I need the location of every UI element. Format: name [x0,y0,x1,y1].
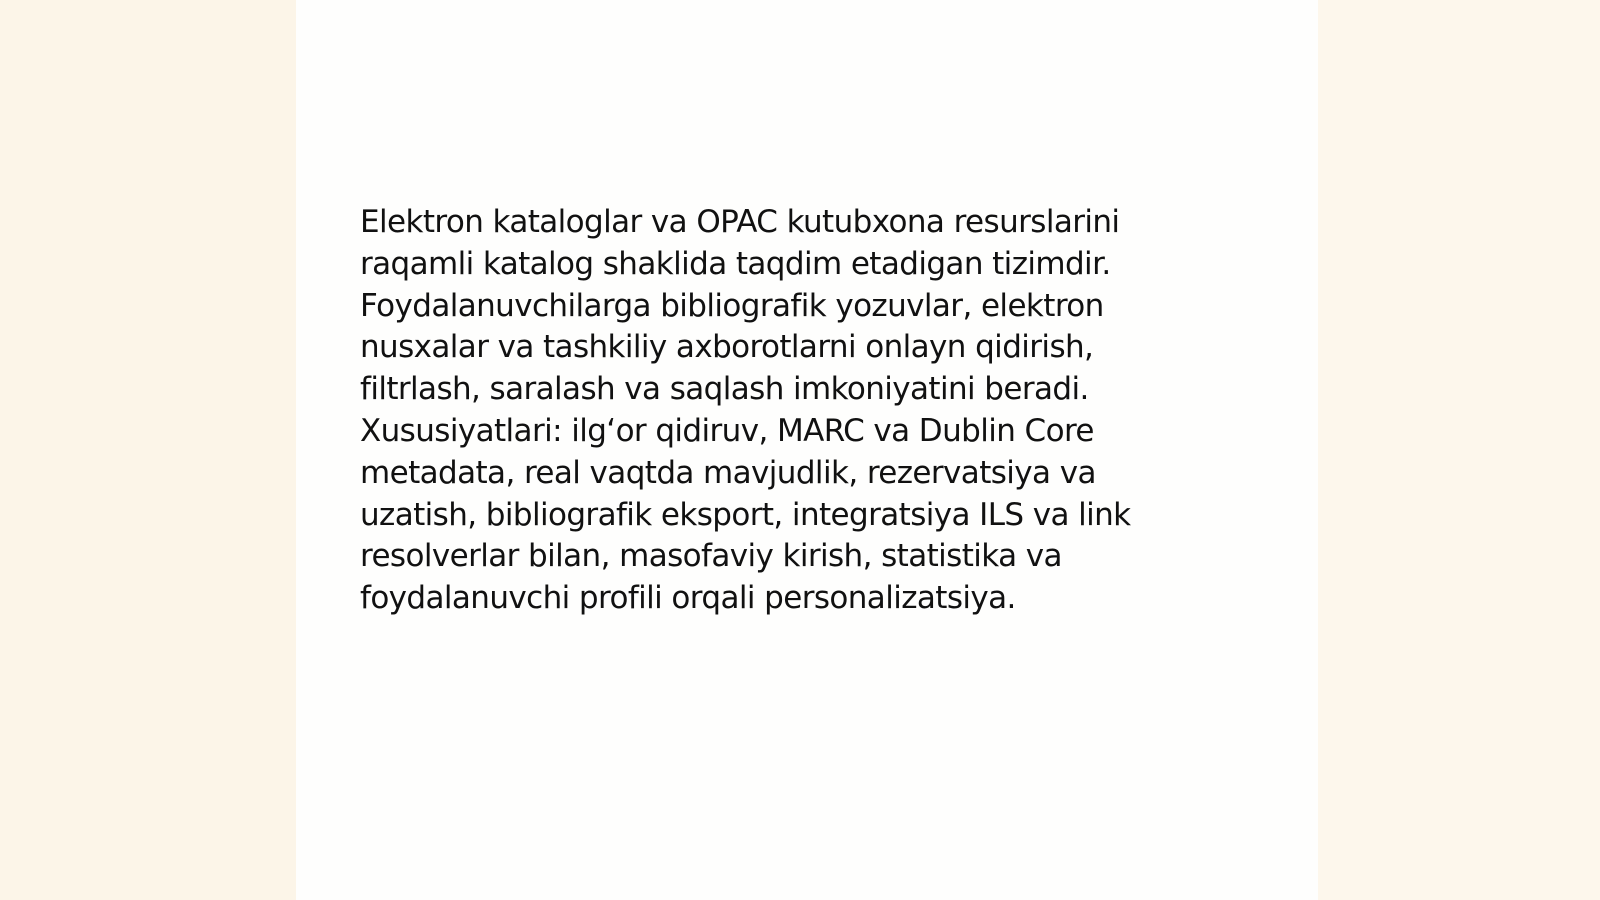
body-text-line: metadata, real vaqtda mavjudlik, rezervatsiya va [360,454,1096,491]
body-text-line: uzatish, bibliografik eksport, integratsiya ILS va link [360,496,1131,533]
right-margin-background [1318,0,1600,900]
body-text-line: Foydalanuvchilarga bibliografik yozuvlar, elektron [360,287,1104,324]
body-text-line: foydalanuvchi profili orqali personalizatsiya. [360,580,1016,617]
slide-canvas [296,0,1318,900]
body-text-line: nusxalar va tashkiliy axborotlarni onlayn qidirish, [360,329,1094,366]
slide-body-text [360,202,1220,620]
body-text-line: filtrlash, saralash va saqlash imkoniyatini beradi. [360,371,1089,408]
body-text-line: Xususiyatlari: ilg‘or qidiruv, MARC va Dublin Core [360,412,1094,449]
body-text-line: raqamli katalog shaklida taqdim etadigan tizimdir. [360,245,1111,282]
body-text-line: Elektron kataloglar va OPAC kutubxona resurslarini [360,204,1120,240]
left-margin-background [0,0,296,900]
body-text-line: resolverlar bilan, masofaviy kirish, statistika va [360,538,1062,575]
